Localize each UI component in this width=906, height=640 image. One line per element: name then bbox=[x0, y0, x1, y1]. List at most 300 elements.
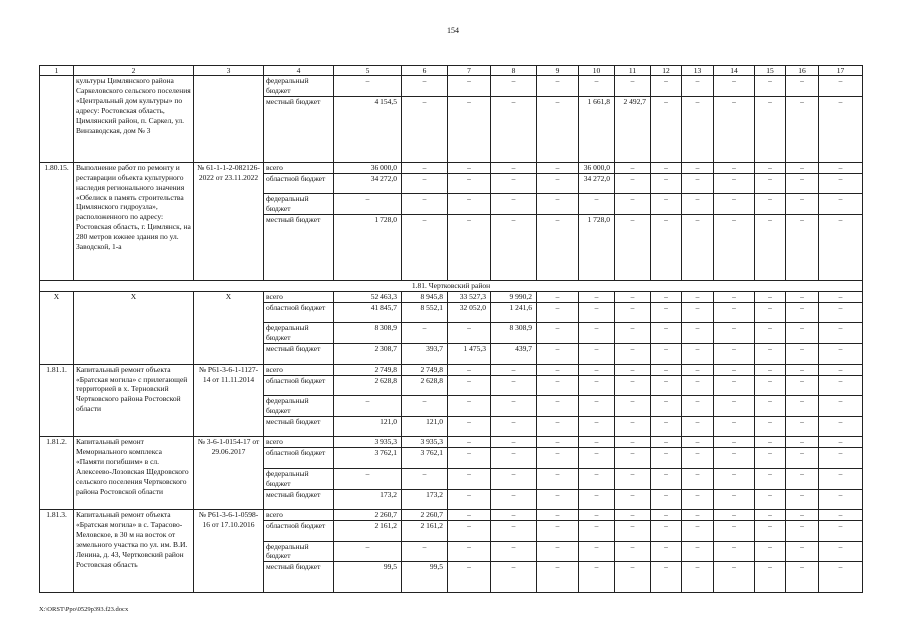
budget-source-cell: федеральный бюджет bbox=[264, 194, 334, 215]
amount-cell: – bbox=[651, 194, 682, 215]
amount-cell: – bbox=[714, 510, 755, 521]
column-number-header: 10 bbox=[579, 66, 615, 76]
amount-cell: – bbox=[537, 194, 579, 215]
amount-cell: – bbox=[714, 375, 755, 396]
amount-cell: – bbox=[651, 302, 682, 323]
column-number-header: 1 bbox=[40, 66, 74, 76]
amount-cell: – bbox=[537, 364, 579, 375]
amount-cell: – bbox=[537, 468, 579, 489]
column-number-row bbox=[40, 66, 863, 76]
amount-cell: 3 935,3 bbox=[402, 437, 448, 448]
amount-cell: – bbox=[714, 521, 755, 542]
table-row bbox=[40, 364, 863, 375]
amount-cell: – bbox=[819, 364, 863, 375]
amount-cell: – bbox=[402, 396, 448, 417]
column-number-header: 14 bbox=[714, 66, 755, 76]
amount-cell: – bbox=[682, 437, 714, 448]
amount-cell: – bbox=[682, 291, 714, 302]
amount-cell: 2 161,2 bbox=[334, 521, 402, 542]
budget-source-cell: областной бюджет bbox=[264, 521, 334, 542]
column-number-header: 8 bbox=[491, 66, 537, 76]
amount-cell: – bbox=[651, 489, 682, 510]
amount-cell: – bbox=[819, 489, 863, 510]
expertise-doc-cell: Х bbox=[194, 291, 264, 364]
amount-cell: – bbox=[579, 562, 615, 593]
amount-cell: 2 628,8 bbox=[334, 375, 402, 396]
amount-cell: – bbox=[615, 173, 651, 194]
amount-cell: 2 308,7 bbox=[334, 344, 402, 365]
amount-cell: – bbox=[579, 521, 615, 542]
budget-source-cell: федеральный бюджет bbox=[264, 541, 334, 562]
amount-cell: – bbox=[615, 76, 651, 97]
amount-cell: – bbox=[819, 396, 863, 417]
amount-cell: – bbox=[334, 194, 402, 215]
amount-cell: – bbox=[402, 96, 448, 162]
row-number-cell: 1.81.3. bbox=[40, 510, 74, 593]
amount-cell: – bbox=[786, 364, 819, 375]
amount-cell: – bbox=[615, 291, 651, 302]
amount-cell: 3 762,1 bbox=[334, 448, 402, 469]
amount-cell: – bbox=[714, 437, 755, 448]
amount-cell: – bbox=[755, 323, 786, 344]
column-number-header: 2 bbox=[74, 66, 194, 76]
amount-cell: – bbox=[448, 489, 491, 510]
object-name-cell: Выполнение работ по ремонту и реставрации объекта культурного наследия регионального значения «Обелиск в память строительства Цимлянского гидроузла», расположенного по адресу: Ростовская область, г. Цимлянск, на 280 метров южнее здания по ул. Заводской, 1-а bbox=[74, 162, 194, 280]
column-number-header: 5 bbox=[334, 66, 402, 76]
amount-cell: – bbox=[537, 323, 579, 344]
column-number-header: 6 bbox=[402, 66, 448, 76]
amount-cell: – bbox=[448, 437, 491, 448]
amount-cell: – bbox=[537, 437, 579, 448]
amount-cell: – bbox=[714, 173, 755, 194]
amount-cell: – bbox=[537, 510, 579, 521]
amount-cell: 9 990,2 bbox=[491, 291, 537, 302]
amount-cell: – bbox=[491, 375, 537, 396]
amount-cell: – bbox=[651, 521, 682, 542]
amount-cell: – bbox=[537, 416, 579, 437]
object-name-cell: Капитальный ремонт объекта «Братская могила» в с. Тарасово-Меловское, в 30 м на восток от земельного участка по ул. им. В.И. Ленина, д. 43, Чертковский район Ростовская область bbox=[74, 510, 194, 593]
object-name-cell: культуры Цимлянского района Саркеловского сельского поселения «Центральный дом культуры» по адресу: Ростовская область, Цимлянский район, п. Саркел, ул. Винзаводская, дом № 3 bbox=[74, 76, 194, 163]
amount-cell: – bbox=[714, 344, 755, 365]
amount-cell: – bbox=[819, 194, 863, 215]
amount-cell: – bbox=[786, 302, 819, 323]
column-number-header: 11 bbox=[615, 66, 651, 76]
column-number-header: 3 bbox=[194, 66, 264, 76]
amount-cell: 173,2 bbox=[402, 489, 448, 510]
amount-cell: – bbox=[537, 291, 579, 302]
budget-source-cell: местный бюджет bbox=[264, 215, 334, 281]
amount-cell: 1 728,0 bbox=[579, 215, 615, 281]
amount-cell: 33 527,3 bbox=[448, 291, 491, 302]
amount-cell: – bbox=[682, 510, 714, 521]
budget-source-cell: местный бюджет bbox=[264, 96, 334, 162]
amount-cell: – bbox=[786, 344, 819, 365]
amount-cell: – bbox=[755, 96, 786, 162]
budget-source-cell: местный бюджет bbox=[264, 562, 334, 593]
district-row bbox=[40, 281, 863, 292]
amount-cell: – bbox=[402, 162, 448, 173]
amount-cell: 36 000,0 bbox=[579, 162, 615, 173]
amount-cell: – bbox=[537, 215, 579, 281]
amount-cell: – bbox=[491, 396, 537, 417]
amount-cell: – bbox=[819, 344, 863, 365]
amount-cell: – bbox=[651, 364, 682, 375]
file-path-footer: X:\ORST\Ppo\0529p393.f23.docx bbox=[39, 606, 129, 613]
object-name-cell: Капитальный ремонт объекта «Братская могила» с прилегающей территорией в х. Терновский Чертковского района Ростовской области bbox=[74, 364, 194, 437]
amount-cell: – bbox=[448, 468, 491, 489]
amount-cell: – bbox=[755, 510, 786, 521]
amount-cell: – bbox=[682, 562, 714, 593]
amount-cell: – bbox=[786, 448, 819, 469]
amount-cell: – bbox=[402, 194, 448, 215]
amount-cell: – bbox=[448, 323, 491, 344]
amount-cell: 41 845,7 bbox=[334, 302, 402, 323]
amount-cell: – bbox=[579, 416, 615, 437]
amount-cell: – bbox=[651, 323, 682, 344]
amount-cell: – bbox=[491, 364, 537, 375]
amount-cell: – bbox=[579, 468, 615, 489]
amount-cell: – bbox=[786, 162, 819, 173]
amount-cell: 2 161,2 bbox=[402, 521, 448, 542]
column-number-header: 12 bbox=[651, 66, 682, 76]
budget-source-cell: областной бюджет bbox=[264, 302, 334, 323]
amount-cell: 1 475,3 bbox=[448, 344, 491, 365]
column-number-header: 4 bbox=[264, 66, 334, 76]
amount-cell: 8 945,8 bbox=[402, 291, 448, 302]
amount-cell: – bbox=[786, 96, 819, 162]
page-number: 154 bbox=[447, 26, 459, 35]
amount-cell: 1 728,0 bbox=[334, 215, 402, 281]
table-row bbox=[40, 76, 863, 97]
amount-cell: 173,2 bbox=[334, 489, 402, 510]
amount-cell: – bbox=[714, 468, 755, 489]
amount-cell: – bbox=[786, 468, 819, 489]
amount-cell: – bbox=[615, 396, 651, 417]
amount-cell: – bbox=[491, 510, 537, 521]
amount-cell: – bbox=[714, 302, 755, 323]
amount-cell: – bbox=[491, 521, 537, 542]
amount-cell: – bbox=[682, 521, 714, 542]
amount-cell: – bbox=[819, 437, 863, 448]
amount-cell: – bbox=[615, 416, 651, 437]
amount-cell: – bbox=[819, 375, 863, 396]
amount-cell: – bbox=[819, 510, 863, 521]
amount-cell: – bbox=[615, 375, 651, 396]
amount-cell: – bbox=[682, 302, 714, 323]
amount-cell: – bbox=[615, 194, 651, 215]
amount-cell: 99,5 bbox=[402, 562, 448, 593]
amount-cell: – bbox=[537, 173, 579, 194]
amount-cell: – bbox=[537, 489, 579, 510]
amount-cell: – bbox=[537, 162, 579, 173]
amount-cell: – bbox=[651, 468, 682, 489]
amount-cell: – bbox=[579, 375, 615, 396]
amount-cell: – bbox=[334, 396, 402, 417]
amount-cell: 34 272,0 bbox=[334, 173, 402, 194]
amount-cell: – bbox=[651, 173, 682, 194]
column-number-header: 7 bbox=[448, 66, 491, 76]
amount-cell: 2 492,7 bbox=[615, 96, 651, 162]
table-row bbox=[40, 162, 863, 173]
amount-cell: – bbox=[786, 562, 819, 593]
budget-source-cell: местный бюджет bbox=[264, 344, 334, 365]
amount-cell: – bbox=[579, 396, 615, 417]
amount-cell: 2 260,7 bbox=[334, 510, 402, 521]
amount-cell: – bbox=[448, 215, 491, 281]
object-name-cell: Х bbox=[74, 291, 194, 364]
amount-cell: – bbox=[682, 215, 714, 281]
amount-cell: – bbox=[714, 194, 755, 215]
amount-cell: – bbox=[615, 162, 651, 173]
amount-cell: – bbox=[714, 162, 755, 173]
amount-cell: – bbox=[448, 541, 491, 562]
amount-cell: 34 272,0 bbox=[579, 173, 615, 194]
budget-source-cell: федеральный бюджет bbox=[264, 468, 334, 489]
amount-cell: – bbox=[448, 364, 491, 375]
amount-cell: – bbox=[615, 437, 651, 448]
amount-cell: – bbox=[786, 541, 819, 562]
amount-cell: – bbox=[651, 96, 682, 162]
amount-cell: – bbox=[579, 541, 615, 562]
amount-cell: – bbox=[448, 521, 491, 542]
amount-cell: 8 552,1 bbox=[402, 302, 448, 323]
amount-cell: – bbox=[651, 416, 682, 437]
amount-cell: – bbox=[714, 215, 755, 281]
amount-cell: – bbox=[651, 215, 682, 281]
budget-source-cell: всего bbox=[264, 437, 334, 448]
amount-cell: – bbox=[682, 375, 714, 396]
amount-cell: – bbox=[448, 510, 491, 521]
expertise-doc-cell: № 61-1-1-2-082126-2022 от 23.11.2022 bbox=[194, 162, 264, 280]
amount-cell: – bbox=[682, 173, 714, 194]
amount-cell: – bbox=[651, 291, 682, 302]
amount-cell: 2 260,7 bbox=[402, 510, 448, 521]
expertise-doc-cell: № 3-6-1-0154-17 от 29.06.2017 bbox=[194, 437, 264, 510]
amount-cell: – bbox=[651, 396, 682, 417]
amount-cell: 52 463,3 bbox=[334, 291, 402, 302]
amount-cell: – bbox=[448, 562, 491, 593]
amount-cell: – bbox=[537, 521, 579, 542]
amount-cell: – bbox=[755, 437, 786, 448]
amount-cell: – bbox=[755, 173, 786, 194]
amount-cell: – bbox=[786, 215, 819, 281]
amount-cell: – bbox=[755, 375, 786, 396]
budget-source-cell: федеральный бюджет bbox=[264, 76, 334, 97]
amount-cell: – bbox=[819, 562, 863, 593]
amount-cell: – bbox=[491, 194, 537, 215]
amount-cell: 2 749,8 bbox=[334, 364, 402, 375]
amount-cell: 439,7 bbox=[491, 344, 537, 365]
amount-cell: – bbox=[682, 396, 714, 417]
amount-cell: – bbox=[819, 416, 863, 437]
amount-cell: – bbox=[819, 302, 863, 323]
amount-cell: – bbox=[682, 323, 714, 344]
amount-cell: – bbox=[651, 76, 682, 97]
amount-cell: – bbox=[491, 489, 537, 510]
column-number-header: 13 bbox=[682, 66, 714, 76]
amount-cell: – bbox=[755, 76, 786, 97]
amount-cell: – bbox=[682, 194, 714, 215]
amount-cell: – bbox=[755, 162, 786, 173]
amount-cell: – bbox=[579, 194, 615, 215]
amount-cell: – bbox=[334, 468, 402, 489]
amount-cell: – bbox=[786, 291, 819, 302]
amount-cell: – bbox=[786, 489, 819, 510]
amount-cell: – bbox=[682, 344, 714, 365]
amount-cell: – bbox=[491, 541, 537, 562]
amount-cell: – bbox=[819, 162, 863, 173]
amount-cell: – bbox=[448, 375, 491, 396]
column-number-header: 9 bbox=[537, 66, 579, 76]
amount-cell: – bbox=[448, 173, 491, 194]
amount-cell: – bbox=[448, 396, 491, 417]
amount-cell: – bbox=[682, 541, 714, 562]
amount-cell: – bbox=[651, 344, 682, 365]
expertise-doc-cell: № Р61-3-6-1-0598-16 от 17.10.2016 bbox=[194, 510, 264, 593]
amount-cell: – bbox=[615, 489, 651, 510]
amount-cell: – bbox=[615, 521, 651, 542]
amount-cell: – bbox=[682, 448, 714, 469]
amount-cell: – bbox=[714, 396, 755, 417]
amount-cell: – bbox=[334, 76, 402, 97]
amount-cell: – bbox=[651, 375, 682, 396]
amount-cell: – bbox=[786, 510, 819, 521]
amount-cell: – bbox=[755, 396, 786, 417]
amount-cell: – bbox=[714, 416, 755, 437]
amount-cell: – bbox=[537, 344, 579, 365]
amount-cell: – bbox=[651, 437, 682, 448]
amount-cell: – bbox=[579, 437, 615, 448]
amount-cell: – bbox=[755, 489, 786, 510]
amount-cell: – bbox=[491, 448, 537, 469]
budget-source-cell: всего bbox=[264, 510, 334, 521]
amount-cell: – bbox=[755, 302, 786, 323]
budget-source-cell: местный бюджет bbox=[264, 416, 334, 437]
budget-source-cell: местный бюджет bbox=[264, 489, 334, 510]
amount-cell: – bbox=[786, 416, 819, 437]
amount-cell: – bbox=[537, 375, 579, 396]
amount-cell: – bbox=[755, 416, 786, 437]
amount-cell: – bbox=[682, 416, 714, 437]
amount-cell: – bbox=[491, 173, 537, 194]
budget-source-cell: федеральный бюджет bbox=[264, 323, 334, 344]
budget-table bbox=[39, 65, 863, 593]
amount-cell: 3 935,3 bbox=[334, 437, 402, 448]
row-number-cell bbox=[40, 76, 74, 163]
amount-cell: – bbox=[448, 448, 491, 469]
table-row bbox=[40, 437, 863, 448]
amount-cell: 8 308,9 bbox=[491, 323, 537, 344]
amount-cell: – bbox=[579, 344, 615, 365]
amount-cell: – bbox=[579, 76, 615, 97]
amount-cell: 2 749,8 bbox=[402, 364, 448, 375]
table-row bbox=[40, 510, 863, 521]
amount-cell: – bbox=[491, 416, 537, 437]
amount-cell: – bbox=[651, 162, 682, 173]
amount-cell: – bbox=[755, 215, 786, 281]
amount-cell: – bbox=[714, 96, 755, 162]
amount-cell: – bbox=[537, 396, 579, 417]
object-name-cell: Капитальный ремонт Мемориального комплекса «Памяти погибшим» в сл. Алексеево-Лозовская Щедровского сельского поселения Чертковского района Ростовской области bbox=[74, 437, 194, 510]
amount-cell: – bbox=[615, 302, 651, 323]
amount-cell: – bbox=[755, 291, 786, 302]
amount-cell: – bbox=[714, 541, 755, 562]
amount-cell: – bbox=[402, 468, 448, 489]
amount-cell: – bbox=[491, 437, 537, 448]
amount-cell: – bbox=[491, 162, 537, 173]
amount-cell: 121,0 bbox=[334, 416, 402, 437]
expertise-doc-cell: № Р61-3-6-1-1127-14 от 11.11.2014 bbox=[194, 364, 264, 437]
amount-cell: – bbox=[448, 162, 491, 173]
amount-cell: – bbox=[537, 541, 579, 562]
amount-cell: 2 628,8 bbox=[402, 375, 448, 396]
amount-cell: – bbox=[651, 541, 682, 562]
amount-cell: – bbox=[579, 489, 615, 510]
amount-cell: – bbox=[491, 215, 537, 281]
amount-cell: – bbox=[579, 291, 615, 302]
amount-cell: – bbox=[682, 468, 714, 489]
amount-cell: – bbox=[755, 448, 786, 469]
amount-cell: 99,5 bbox=[334, 562, 402, 593]
amount-cell: – bbox=[755, 364, 786, 375]
amount-cell: 36 000,0 bbox=[334, 162, 402, 173]
district-title: 1.81. Чертковский район bbox=[40, 281, 863, 292]
amount-cell: 8 308,9 bbox=[334, 323, 402, 344]
budget-source-cell: областной бюджет bbox=[264, 448, 334, 469]
amount-cell: – bbox=[714, 562, 755, 593]
row-number-cell: 1.81.2. bbox=[40, 437, 74, 510]
amount-cell: – bbox=[615, 541, 651, 562]
amount-cell: – bbox=[448, 194, 491, 215]
amount-cell: – bbox=[819, 291, 863, 302]
row-number-cell: 1.80.15. bbox=[40, 162, 74, 280]
amount-cell: – bbox=[714, 323, 755, 344]
budget-source-cell: федеральный бюджет bbox=[264, 396, 334, 417]
amount-cell: – bbox=[615, 323, 651, 344]
amount-cell: – bbox=[786, 521, 819, 542]
amount-cell: – bbox=[402, 76, 448, 97]
amount-cell: 121,0 bbox=[402, 416, 448, 437]
budget-source-cell: всего bbox=[264, 162, 334, 173]
amount-cell: – bbox=[579, 448, 615, 469]
amount-cell: – bbox=[537, 448, 579, 469]
amount-cell: – bbox=[537, 96, 579, 162]
amount-cell: – bbox=[491, 96, 537, 162]
amount-cell: – bbox=[448, 76, 491, 97]
amount-cell: 3 762,1 bbox=[402, 448, 448, 469]
amount-cell: – bbox=[819, 323, 863, 344]
amount-cell: 4 154,5 bbox=[334, 96, 402, 162]
amount-cell: – bbox=[448, 416, 491, 437]
amount-cell: – bbox=[537, 302, 579, 323]
amount-cell: – bbox=[755, 194, 786, 215]
amount-cell: – bbox=[755, 521, 786, 542]
amount-cell: – bbox=[714, 489, 755, 510]
amount-cell: 393,7 bbox=[402, 344, 448, 365]
amount-cell: – bbox=[682, 76, 714, 97]
amount-cell: – bbox=[402, 215, 448, 281]
amount-cell: – bbox=[714, 76, 755, 97]
amount-cell: – bbox=[819, 173, 863, 194]
amount-cell: – bbox=[755, 468, 786, 489]
amount-cell: – bbox=[714, 364, 755, 375]
budget-source-cell: всего bbox=[264, 364, 334, 375]
amount-cell: – bbox=[786, 194, 819, 215]
column-number-header: 15 bbox=[755, 66, 786, 76]
amount-cell: – bbox=[714, 291, 755, 302]
amount-cell: – bbox=[755, 562, 786, 593]
amount-cell: – bbox=[615, 468, 651, 489]
